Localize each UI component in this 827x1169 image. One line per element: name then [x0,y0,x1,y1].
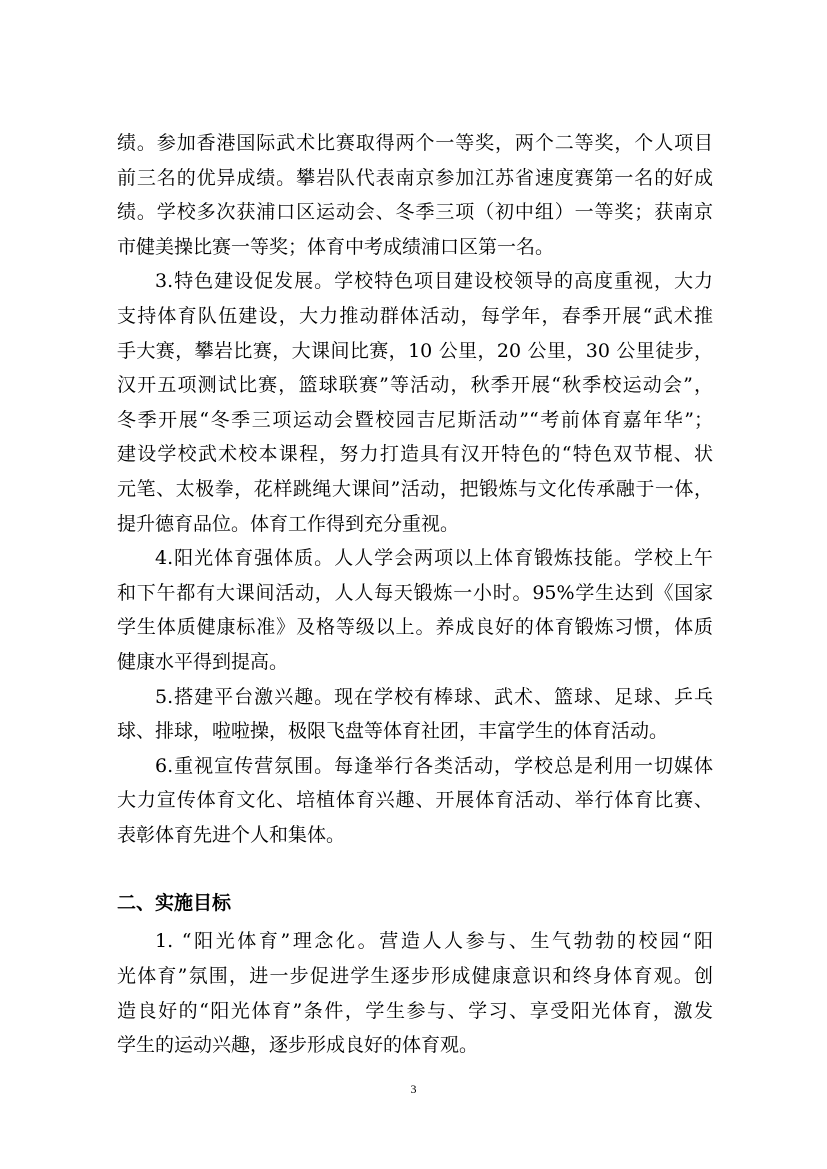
text-line: 5.搭建平台激兴趣。现在学校有棒球、武术、篮球、足球、乒乓 [155,685,713,708]
paragraph-feature-development [117,264,713,541]
text-line: 健康水平得到提高。 [117,650,289,673]
text-line: 表彰体育先进个人和集体。 [117,823,346,846]
text-line: 1. “阳光体育”理念化。营造人人参与、生气勃勃的校园“阳 [155,930,713,953]
text-line: 3.特色建设促发展。学校特色项目建设校领导的高度重视，大力 [155,270,713,293]
paragraph-platform-interest [117,680,713,749]
paragraph-achievements-continued [117,126,713,264]
paragraph-goal-1 [117,924,713,1062]
text-line: 建设学校武术校本课程，努力打造具有汉开特色的“特色双节棍、状 [117,443,713,466]
text-line: 学生体质健康标准》及格等级以上。养成良好的体育锻炼习惯，体质 [117,616,713,639]
text-line: 6.重视宣传营氛围。每逢举行各类活动，学校总是利用一切媒体 [155,754,713,777]
text-line: 提升德育品位。体育工作得到充分重视。 [117,512,460,535]
page-number: 3 [410,1082,417,1096]
text-line: 光体育”氛围，进一步促进学生逐步形成健康意识和终身体育观。创 [117,965,713,988]
text-line: 和下午都有大课间活动，人人每天锻炼一小时。95%学生达到《国家 [117,581,713,604]
text-line: 造良好的“阳光体育”条件，学生参与、学习、享受阳光体育，激发 [117,999,713,1022]
text-line: 支持体育队伍建设，大力推动群体活动，每学年，春季开展“武术推 [117,304,713,327]
text-line: 4.阳光体育强体质。人人学会两项以上体育锻炼技能。学校上午 [155,547,713,570]
text-line: 市健美操比赛一等奖；体育中考成绩浦口区第一名。 [117,235,555,258]
text-line: 汉开五项测试比赛，篮球联赛”等活动，秋季开展“秋季校运动会”， [117,374,713,397]
page-body [117,126,713,1063]
section-heading: 二、实施目标 [117,892,232,915]
paragraph-publicity [117,749,713,853]
text-line: 元笔、太极拳，花样跳绳大课间”活动，把锻炼与文化传承融于一体， [117,477,713,500]
text-line: 球、排球，啦啦操，极限飞盘等体育社团，丰富学生的体育活动。 [117,720,669,743]
text-line: 大力宣传体育文化、培植体育兴趣、开展体育活动、举行体育比赛、 [117,789,713,812]
text-line: 冬季开展“冬季三项运动会暨校园吉尼斯活动”“考前体育嘉年华”； [117,408,713,431]
text-line: 绩。参加香港国际武术比赛取得两个一等奖，两个二等奖，个人项目 [117,132,713,154]
text-line: 前三名的优异成绩。攀岩队代表南京参加江苏省速度赛第一名的好成 [117,166,713,189]
paragraph-sunshine-sports [117,541,713,679]
text-line: 手大赛，攀岩比赛，大课间比赛，10 公里，20 公里，30 公里徒步， [117,339,713,362]
section-gap [117,852,713,868]
text-line: 绩。学校多次获浦口区运动会、冬季三项（初中组）一等奖；获南京 [117,201,713,224]
text-line: 学生的运动兴趣，逐步形成良好的体育观。 [117,1034,479,1057]
